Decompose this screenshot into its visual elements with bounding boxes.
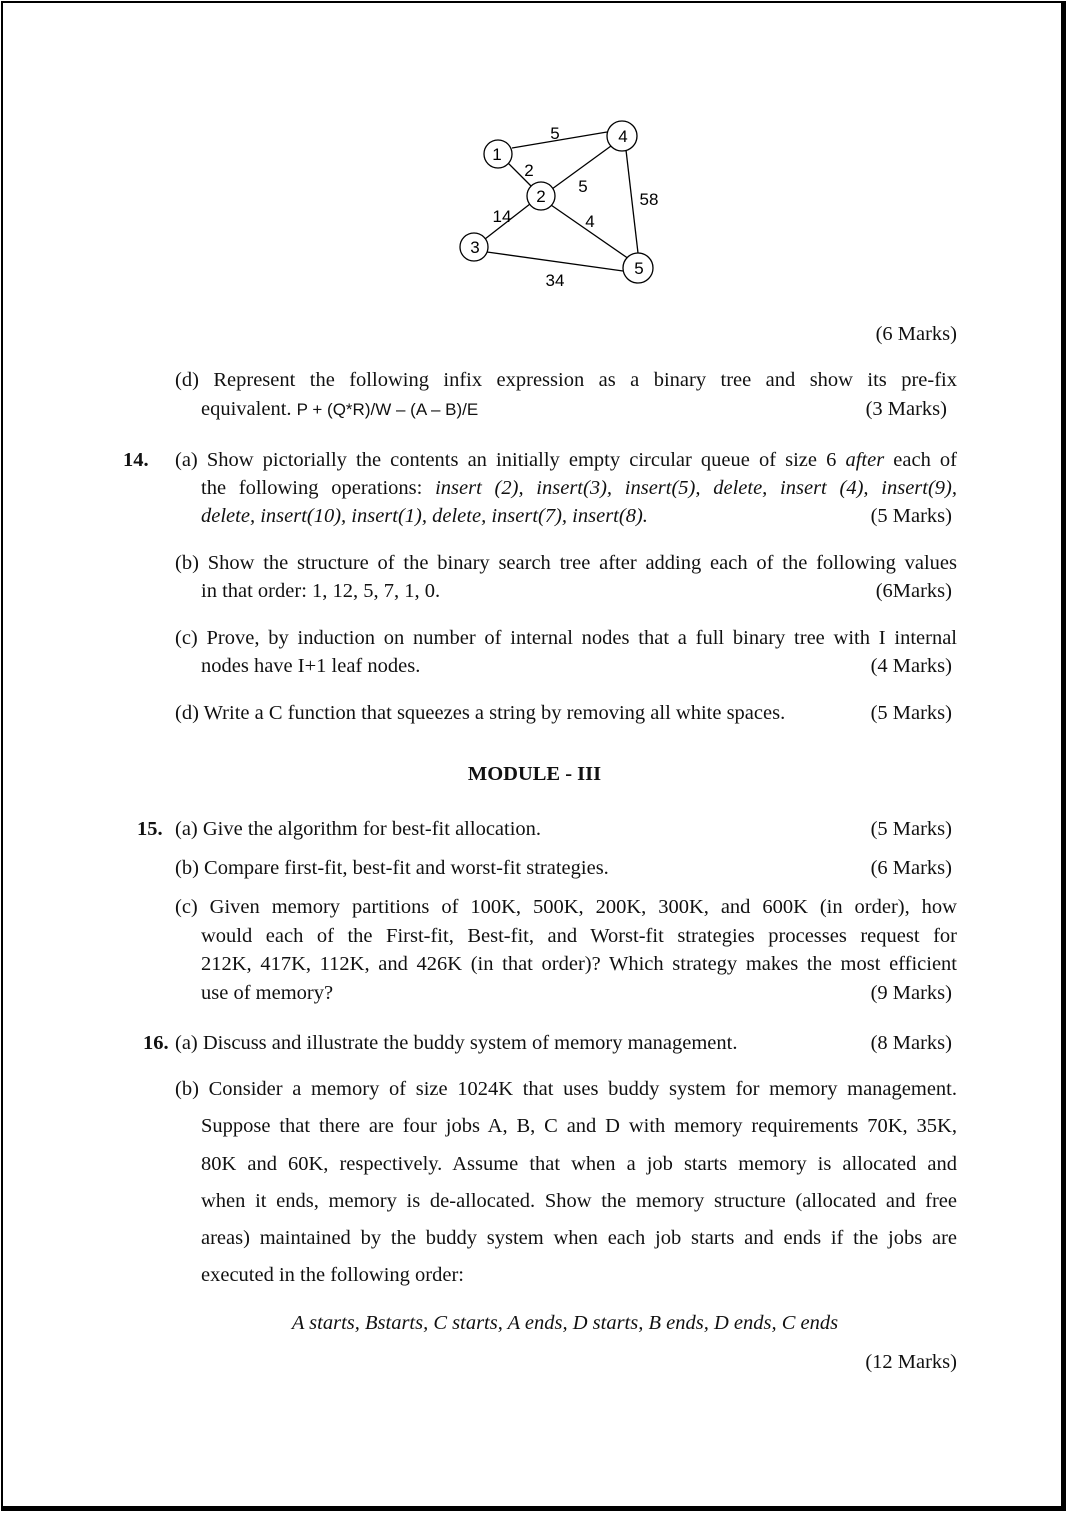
- q15b-text: (b) Compare first-fit, best-fit and worst-fit strategies.: [175, 857, 609, 879]
- q15c-line2: would each of the First-fit, Best-fit, and Worst-fit strategies processes request for: [201, 925, 957, 947]
- q14a-marks: (5 Marks): [870, 505, 952, 527]
- q14a-ops-line: insert (2), insert(3), insert(5), delete, insert (4), insert(9),: [435, 477, 957, 499]
- q15c-line3: 212K, 417K, 112K, and 426K (in that order)? Which strategy makes the most efficient: [201, 953, 957, 975]
- node-label-5: 5: [634, 259, 644, 278]
- node-label-3: 3: [470, 238, 480, 257]
- node-label-2: 2: [536, 187, 546, 206]
- q13d-line2: [201, 395, 478, 424]
- q14a-line1-italic: after: [845, 449, 885, 471]
- node-label-1: 1: [492, 145, 502, 164]
- weight-2-5: 4: [585, 212, 595, 231]
- weight-1-4: 5: [550, 124, 560, 143]
- q14c-line1: (c) Prove, by induction on number of internal nodes that a full binary tree with I internal: [175, 627, 957, 649]
- q14d-line1: (d) Write a C function that squeezes a string by removing all white spaces.: [175, 702, 786, 724]
- infix-expression: P + (Q*R)/W – (A – B)/E: [296, 400, 479, 419]
- q16a-marks: (8 Marks): [870, 1032, 952, 1054]
- q13d-line2-prefix: equivalent.: [201, 398, 297, 420]
- q15a-marks: (5 Marks): [870, 818, 952, 840]
- q16b-line3: 80K and 60K, respectively. Assume that when a job starts memory is allocated and: [201, 1153, 957, 1175]
- edge-4-5: [626, 150, 638, 253]
- q14d-marks: (5 Marks): [870, 702, 952, 724]
- q14b-line1: (b) Show the structure of the binary search tree after adding each of the following values: [175, 552, 957, 574]
- q15b-marks: (6 Marks): [870, 857, 952, 879]
- q15c-marks: (9 Marks): [870, 982, 952, 1004]
- q16b-line6: executed in the following order:: [201, 1264, 464, 1286]
- q14c-marks: (4 Marks): [870, 655, 952, 677]
- q14a-line2-start: the following operations:: [201, 477, 436, 499]
- q15a-text: (a) Give the algorithm for best-fit allocation.: [175, 818, 542, 840]
- q16b-line2: Suppose that there are four jobs A, B, C and D with memory requirements 70K, 35K,: [201, 1115, 957, 1137]
- q14a-line2: [201, 474, 957, 502]
- q13c-marks: (6 Marks): [875, 323, 957, 345]
- q14b-marks: (6Marks): [875, 580, 952, 602]
- q15c-line1: (c) Given memory partitions of 100K, 500K, 200K, 300K, and 600K (in order), how: [175, 896, 957, 918]
- weight-3-5: 34: [545, 271, 565, 290]
- q14a-line1-start: (a) Show pictorially the contents an initially empty circular queue of size 6: [175, 449, 846, 471]
- q16a-text: (a) Discuss and illustrate the buddy system of memory management.: [175, 1032, 738, 1054]
- weight-4-5: 58: [639, 190, 659, 209]
- weighted-graph-figure: [440, 110, 680, 295]
- q14a-line1-end: each of: [884, 449, 958, 471]
- weight-1-2: 2: [524, 161, 534, 180]
- q14c-line2: nodes have I+1 leaf nodes.: [201, 655, 421, 677]
- module-heading: MODULE - III: [467, 763, 602, 785]
- edge-3-5: [487, 252, 623, 271]
- q15c-line4: use of memory?: [201, 982, 334, 1004]
- q14a-line1: [175, 446, 957, 474]
- node-label-4: 4: [618, 127, 628, 146]
- q14a-line3: delete, insert(10), insert(1), delete, insert(7), insert(8).: [201, 505, 648, 527]
- q15-number: 15.: [137, 818, 163, 840]
- q16b-line4: when it ends, memory is de-allocated. Show the memory structure (allocated and free: [201, 1190, 957, 1212]
- q13d-marks: (3 Marks): [865, 398, 947, 420]
- q16b-marks: (12 Marks): [865, 1351, 957, 1373]
- weight-2-3: 14: [492, 207, 512, 226]
- weight-2-4: 5: [578, 177, 588, 196]
- q13d-line1: (d) Represent the following infix expression as a binary tree and show its pre-fix: [175, 369, 957, 391]
- q14-number: 14.: [123, 449, 149, 471]
- job-sequence: A starts, Bstarts, C starts, A ends, D starts, B ends, D ends, C ends: [291, 1312, 839, 1334]
- q16-number: 16.: [143, 1032, 169, 1054]
- q16b-line1: (b) Consider a memory of size 1024K that uses buddy system for memory management.: [175, 1078, 957, 1100]
- q16b-line5: areas) maintained by the buddy system when each job starts and ends if the jobs are: [201, 1227, 957, 1249]
- q14b-line2: in that order: 1, 12, 5, 7, 1, 0.: [201, 580, 441, 602]
